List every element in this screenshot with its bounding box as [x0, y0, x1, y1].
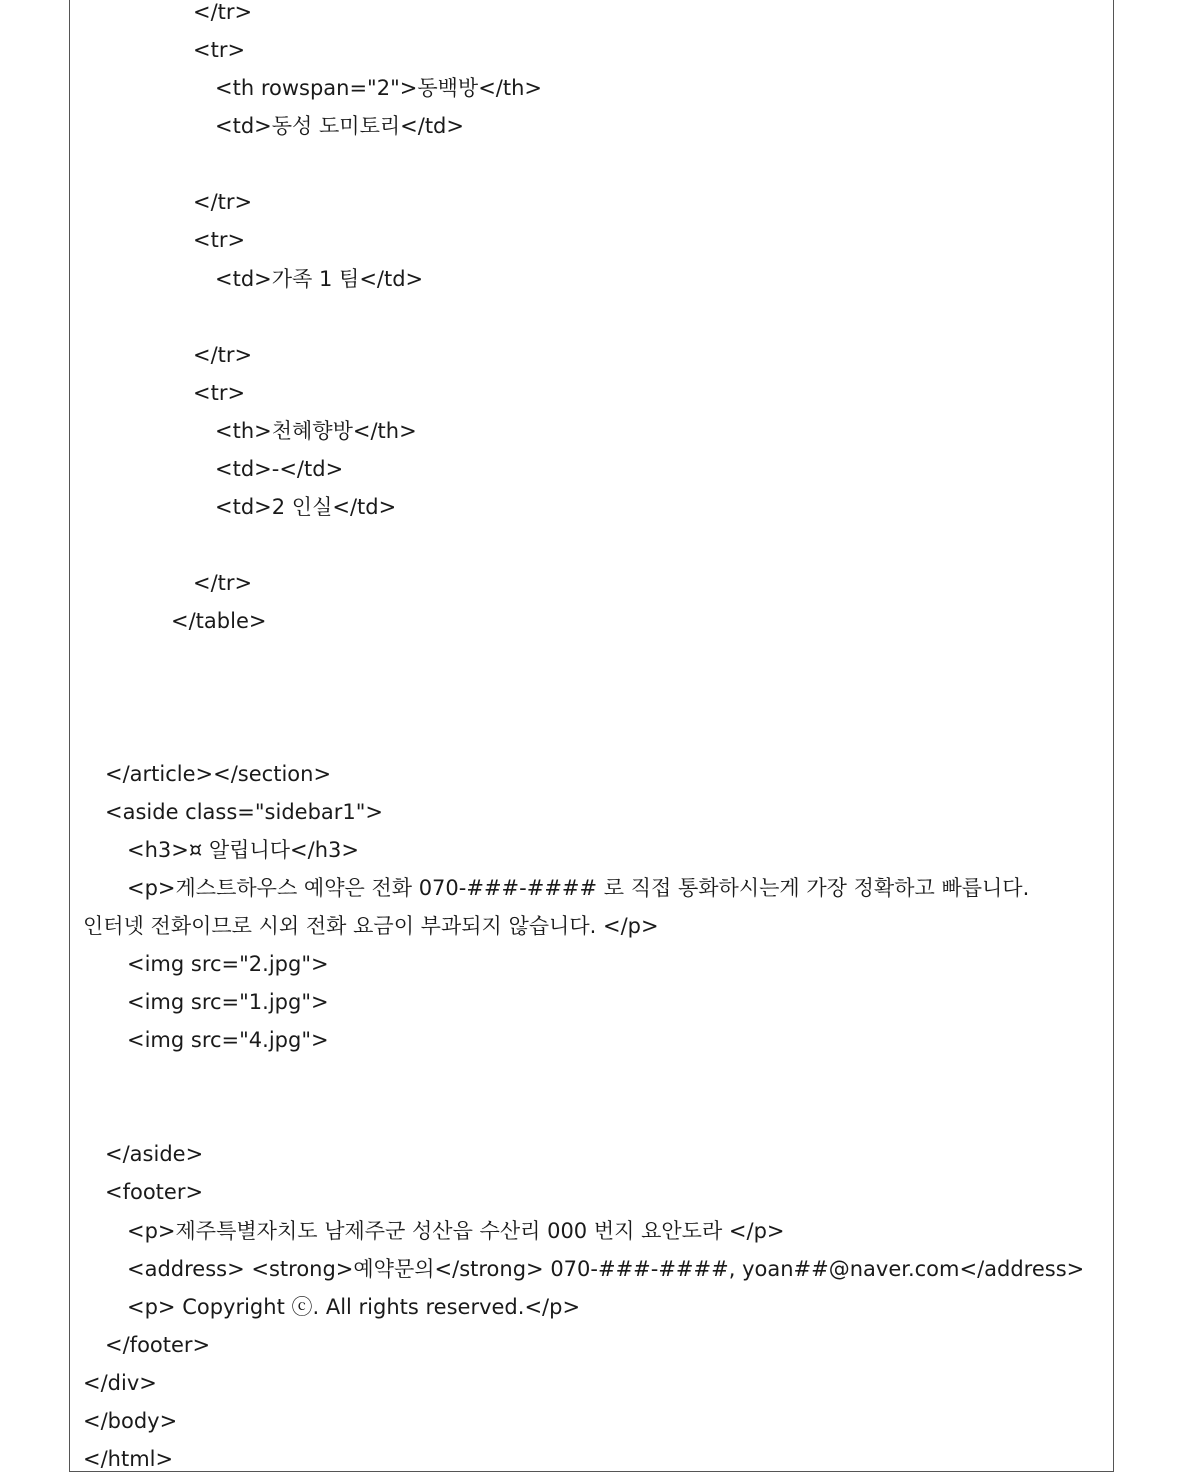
- code-line: <p>제주특별자치도 남제주군 성산읍 수산리 000 번지 요안도라 </p>: [127, 1218, 785, 1243]
- code-line: <p> Copyright ⓒ. All rights reserved.</p>: [127, 1294, 581, 1319]
- code-line: </tr>: [193, 0, 253, 24]
- code-line: <td>동성 도미토리</td>: [215, 114, 464, 139]
- code-line: </tr>: [193, 190, 253, 215]
- code-line: </footer>: [105, 1332, 211, 1357]
- code-line: <h3>¤ 알립니다</h3>: [127, 837, 359, 862]
- code-line: <p>게스트하우스 예약은 전화 070-###-#### 로 직접 통화하시는게 가장 정확하고 빠릅니다.: [127, 875, 1030, 900]
- code-line: </aside>: [105, 1142, 204, 1167]
- code-line: <img src="2.jpg">: [127, 952, 329, 976]
- code-line: </table>: [171, 609, 267, 634]
- code-line: <tr>: [193, 38, 246, 63]
- code-line: <td>가족 1 팀</td>: [215, 266, 424, 291]
- code-line: </div>: [83, 1370, 157, 1395]
- code-line: <img src="1.jpg">: [127, 990, 329, 1015]
- code-line: <aside class="sidebar1">: [105, 799, 384, 824]
- code-line: </html>: [83, 1447, 174, 1472]
- code-line: <footer>: [105, 1180, 204, 1205]
- code-line: 인터넷 전화이므로 시외 전화 요금이 부과되지 않습니다. </p>: [83, 913, 659, 938]
- code-line: <th rowspan="2">동백방</th>: [215, 76, 542, 101]
- code-line: </tr>: [193, 342, 253, 367]
- code-line: <td>-</td>: [215, 456, 344, 481]
- code-line: <tr>: [193, 228, 246, 253]
- document-frame: [69, 0, 1114, 1472]
- code-line: <th>천혜향방</th>: [215, 418, 417, 443]
- code-line: <address> <strong>예약문의</strong> 070-###-####, yoan##@naver.com</address>: [127, 1256, 1085, 1281]
- code-line: </body>: [83, 1408, 178, 1433]
- code-line: <td>2 인실</td>: [215, 495, 397, 520]
- code-line: <tr>: [193, 380, 246, 405]
- code-line: <img src="4.jpg">: [127, 1028, 329, 1053]
- code-line: </tr>: [193, 571, 253, 596]
- code-line: </article></section>: [105, 761, 332, 786]
